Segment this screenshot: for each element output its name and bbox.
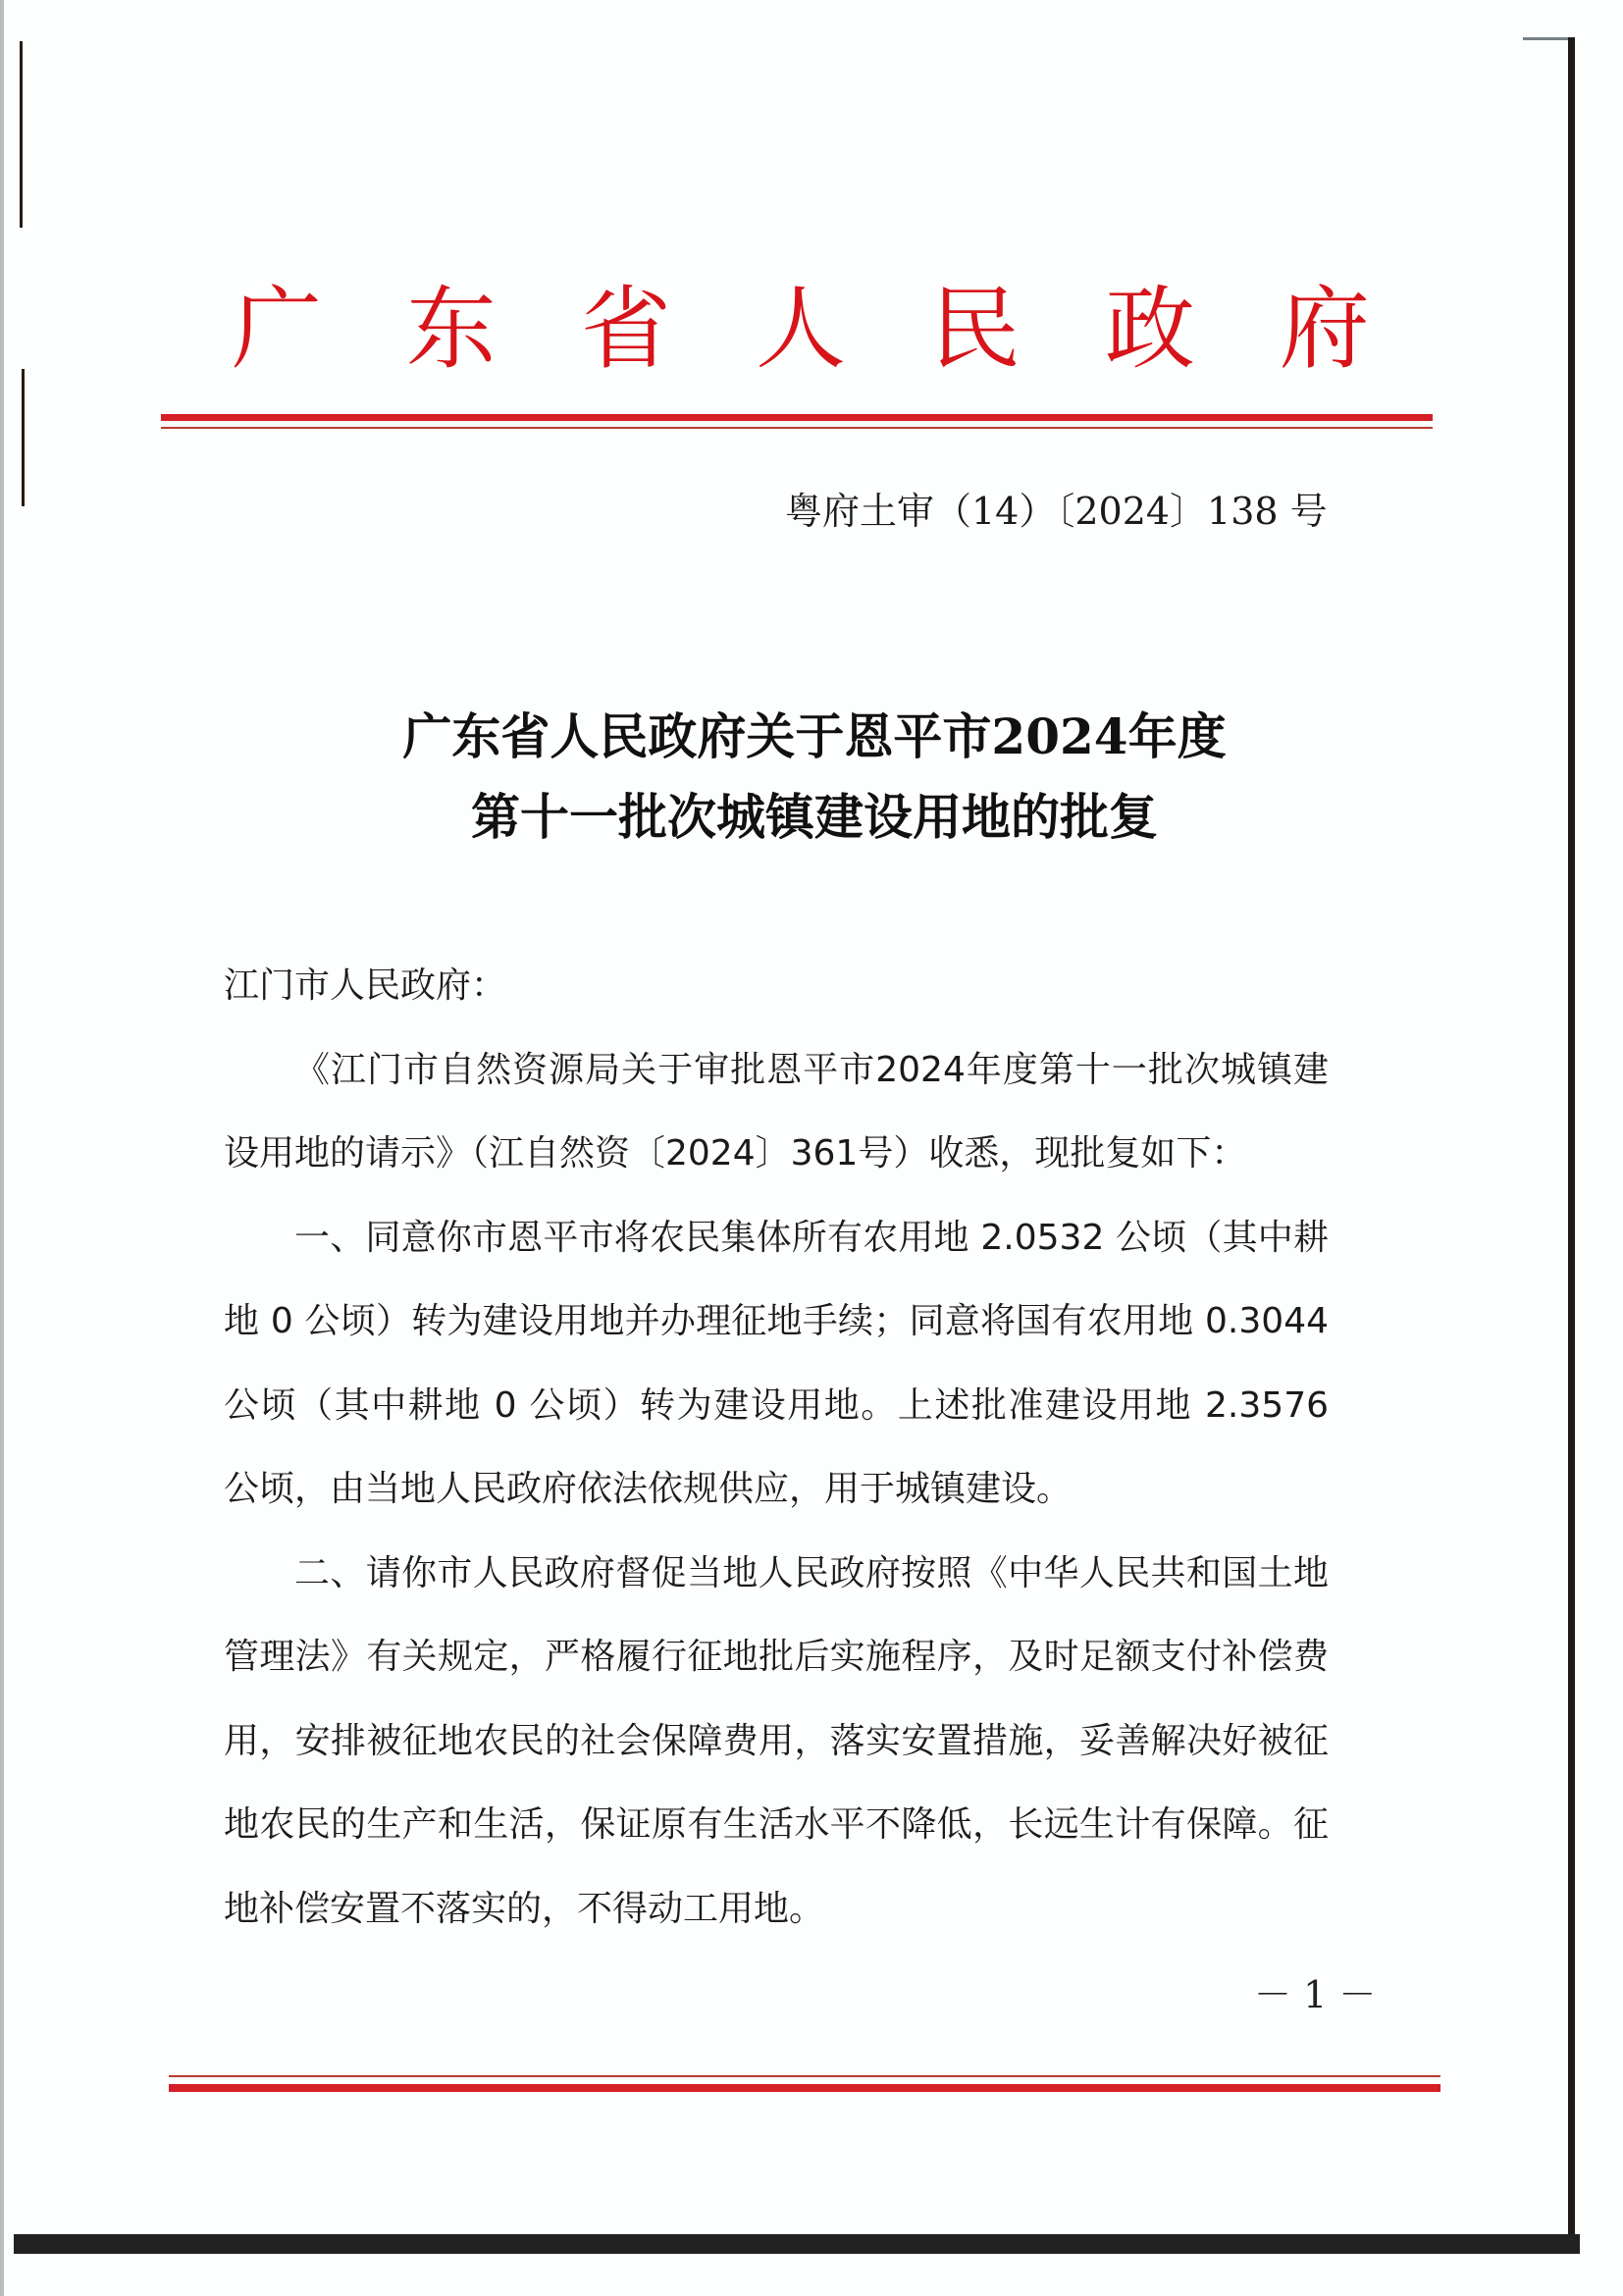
scan-frame-bottom bbox=[14, 2234, 1580, 2254]
document-title-line: 广东省人民政府关于恩平市2024年度 bbox=[402, 707, 1227, 765]
body-paragraph: 一、同意你市恩平市将农民集体所有农用地 2.0532 公顷（其中耕地 0 公顷）转为建设用地并办理征地手续；同意将国有农用地 0.3044 公顷（其中耕地 0 公顷）转为建设用地。上述批准建设用地 2.3576 公顷，由当地人民政府依法依规供应，用于城镇建设。 bbox=[224, 1217, 1329, 1509]
salutation: 江门市人民政府： bbox=[224, 965, 507, 1006]
header-rule-thin bbox=[161, 427, 1433, 429]
document-number: 粤府土审（14）〔2024〕138 号 bbox=[785, 490, 1328, 533]
issuer-char: 省 bbox=[580, 277, 671, 382]
scan-frame-right bbox=[1568, 37, 1575, 2251]
scan-mark-middle bbox=[22, 369, 25, 506]
issuer-header bbox=[232, 257, 1370, 387]
footer-rule-thick bbox=[169, 2084, 1440, 2092]
scan-mark-top bbox=[20, 41, 23, 228]
issuer-char: 政 bbox=[1104, 277, 1195, 382]
scan-edge bbox=[0, 0, 4, 2296]
issuer-char: 广 bbox=[232, 277, 323, 382]
issuer-char: 东 bbox=[405, 277, 497, 382]
document-title-line: 第十一批次城镇建设用地的批复 bbox=[471, 788, 1158, 846]
issuer-char: 民 bbox=[929, 277, 1021, 382]
scan-frame-top bbox=[1523, 37, 1572, 40]
footer-rule-thin bbox=[169, 2075, 1440, 2077]
page-number: － 1 － bbox=[1254, 1973, 1377, 2016]
issuer-char: 人 bbox=[755, 277, 846, 382]
body-paragraph: 二、请你市人民政府督促当地人民政府按照《中华人民共和国土地管理法》有关规定，严格履行征地批后实施程序，及时足额支付补偿费用，安排被征地农民的社会保障费用，落实安置措施，妥善解决好被征地农民的生产和生活，保证原有生活水平不降低，长远生计有保障。征地补偿安置不落实的，不得动工用地。 bbox=[224, 1552, 1329, 1929]
document-body bbox=[224, 944, 1329, 1951]
issuer-char: 府 bbox=[1279, 277, 1370, 382]
body-paragraph: 《江门市自然资源局关于审批恩平市2024年度第十一批次城镇建设用地的请示》（江自然资〔2024〕361号）收悉，现批复如下： bbox=[224, 1049, 1329, 1174]
document-title bbox=[226, 697, 1403, 858]
header-rule-thick bbox=[161, 414, 1433, 421]
